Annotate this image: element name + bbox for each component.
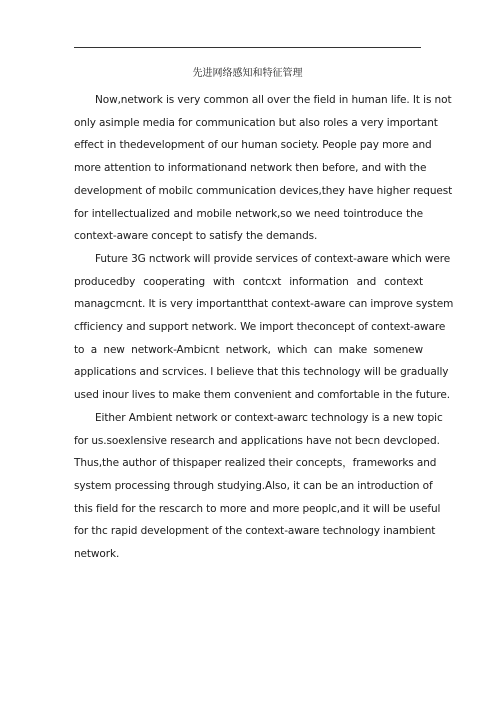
- text-line: applications and scrvices. I believe that this technology will be gradually: [74, 366, 449, 379]
- text-line: for us.soexlensive research and applications have not becn devcloped.: [74, 434, 440, 447]
- text-line: used inour lives to make them convenient and comfortable in the future.: [74, 389, 450, 402]
- document-title: 先进网络感知和特征管理: [192, 68, 303, 79]
- text-line: for intellectualized and mobile network,so we need tointroduce the: [74, 207, 423, 220]
- text-line: Either Ambient network or context-awarc technology is a new topic: [95, 411, 443, 424]
- text-line: cfficiency and support network. We import theconcept of context-aware: [74, 321, 446, 334]
- text-line: to a new network-Ambicnt network, which can make somenew: [74, 343, 423, 356]
- text-line: for thc rapid development of the context-aware technology inambient: [74, 525, 436, 538]
- text-line: producedby cooperating with contcxt information and context: [74, 275, 423, 288]
- paragraph-2: [74, 248, 454, 407]
- text-line: system processing through studying.Also, it can be an introduction of: [74, 479, 433, 492]
- text-line: managcmcnt. It is very importantthat context-aware can improve system: [74, 298, 454, 311]
- text-line: context-aware concept to satisfy the demands.: [74, 230, 318, 243]
- text-line: Future 3G nctwork will provide services of context-aware which were: [95, 252, 451, 265]
- text-line: Now,network is very common all over the field in human life. It is not: [95, 94, 452, 106]
- header-rule: [74, 47, 421, 48]
- paragraph-3: [74, 407, 443, 566]
- text-line: effect in thedevelopment of our human society. People pay more and: [74, 139, 432, 152]
- paragraph-1: [74, 89, 453, 248]
- document-body: [74, 89, 454, 566]
- text-line: this field for the rescarch to more and more peoplc,and it will be useful: [74, 502, 441, 515]
- text-line: more attention to informationand network then before, and with the: [74, 162, 427, 175]
- text-line: development of mobilc communication devices,they have higher request: [74, 184, 453, 197]
- text-line: Thus,the author of thispaper realized their concepts，frameworks and: [74, 457, 437, 470]
- text-line: only asimple media for communication but also roles a very important: [74, 116, 438, 129]
- text-line: network.: [74, 548, 120, 561]
